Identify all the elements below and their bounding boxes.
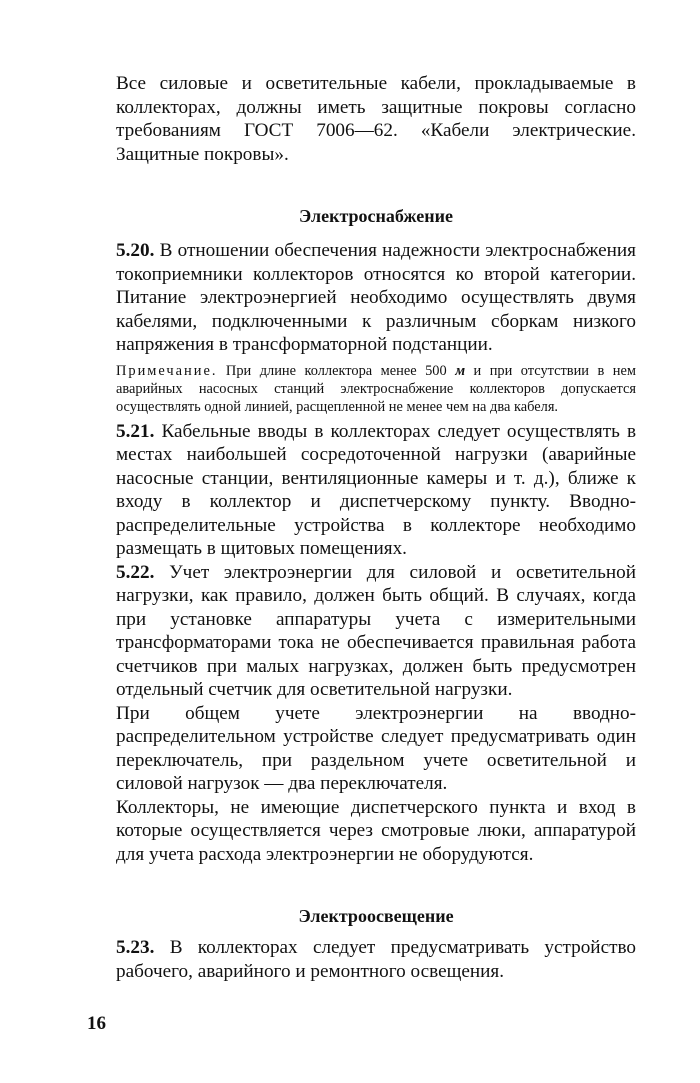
paragraph-number: 5.21. bbox=[116, 420, 155, 442]
page-body bbox=[116, 72, 636, 983]
note-text-before-unit: При длине коллектора менее 500 bbox=[225, 362, 447, 379]
note-label: Примечание. bbox=[116, 362, 218, 379]
note-paragraph bbox=[116, 362, 636, 416]
intro-paragraph: Все силовые и осветительные кабели, прокладываемые в коллекторах, должны иметь защитные покровы согласно требованиям ГОСТ 7006—62. «Кабели электрические. Защитные покровы». bbox=[116, 73, 636, 165]
paragraph-number: 5.23. bbox=[116, 937, 155, 958]
page-number: 16 bbox=[87, 1013, 106, 1034]
paragraph-5-22-collectors: Коллекторы, не имеющие диспетчерского пункта и вход в которые осуществляется через смотровые люки, аппаратурой для учета расхода электроэнергии не оборудуются. bbox=[116, 796, 636, 865]
note-text-after-unit: и при отсутствии в нем аварийных насосных станций электроснабжение коллекторов допускается осуществлять одной линией, расщепленной не менее чем на два кабеля. bbox=[116, 362, 636, 415]
section-heading-lighting: Электроосвещение bbox=[298, 906, 454, 926]
paragraph-5-21 bbox=[116, 420, 636, 561]
paragraph-number: 5.22. bbox=[116, 561, 155, 583]
paragraph-5-20 bbox=[116, 239, 636, 357]
section-heading-power-supply: Электроснабжение bbox=[299, 206, 453, 226]
paragraph-text: В коллекторах следует предусматривать устройство рабочего, аварийного и ремонтного освещения. bbox=[116, 937, 637, 982]
paragraph-5-22-metering: При общем учете электроэнергии на вводно-распределительном устройстве следует предусматривать один переключатель, при раздельном учете осветительной и силовой нагрузок — два переключателя. bbox=[116, 702, 636, 794]
paragraph-text: Кабельные вводы в коллекторах следует осуществлять в местах наибольшей сосредоточенной нагрузки (аварийные насосные станции, вентиляционные камеры и т. д.), ближе к входу в коллектор и диспетчерскому пункту. Вводно-распределительные устройства в коллекторе необходимо размещать в щитовых помещениях. bbox=[116, 420, 637, 559]
note-unit: м bbox=[455, 362, 466, 379]
paragraph-5-22 bbox=[116, 561, 636, 702]
paragraph-5-23 bbox=[116, 936, 636, 983]
paragraph-text: Учет электроэнергии для силовой и осветительной нагрузки, как правило, должен быть общий. В случаях, когда при установке аппаратуры учета с измерительными трансформаторами тока не обеспечивается правильная работа счетчиков при малых нагрузках, должен быть предусмотрен отдельный счетчик для осветительной нагрузки. bbox=[116, 561, 637, 700]
paragraph-text: В отношении обеспечения надежности электроснабжения токоприемники коллекторов относятся ко второй категории. Питание электроэнергией необходимо осуществлять двумя кабелями, подключенными к различным сборкам низкого напряжения в трансформаторной подстанции. bbox=[116, 240, 637, 355]
paragraph-number: 5.20. bbox=[116, 240, 155, 261]
